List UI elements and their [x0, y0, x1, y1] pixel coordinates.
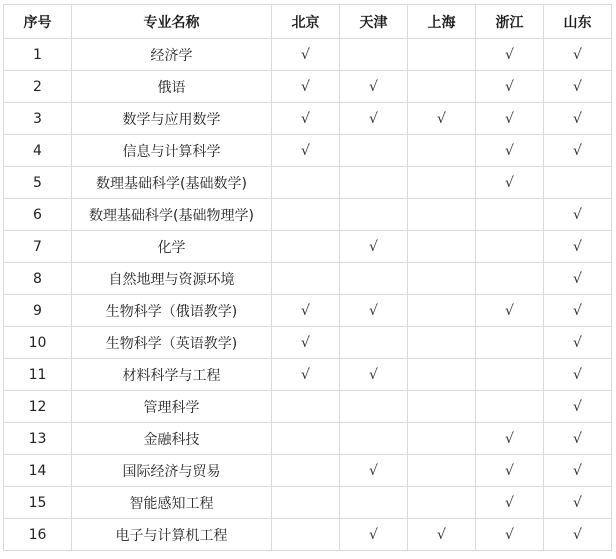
row-index: 7 [4, 231, 72, 263]
header-province-tianjin: 天津 [340, 5, 408, 39]
row-index: 1 [4, 39, 72, 71]
table-row [4, 327, 612, 359]
check-mark-cell: √ [544, 199, 612, 231]
check-mark-cell: √ [544, 263, 612, 295]
check-mark-cell: √ [476, 71, 544, 103]
check-mark-cell: √ [272, 103, 340, 135]
check-mark-cell: √ [476, 167, 544, 199]
empty-cell [476, 327, 544, 359]
major-name: 俄语 [72, 71, 272, 103]
empty-cell [340, 135, 408, 167]
check-mark-cell: √ [476, 487, 544, 519]
check-mark-cell: √ [408, 103, 476, 135]
empty-cell [340, 263, 408, 295]
row-index: 16 [4, 519, 72, 551]
major-name: 数理基础科学(基础物理学) [72, 199, 272, 231]
row-index: 4 [4, 135, 72, 167]
check-mark-cell: √ [544, 487, 612, 519]
row-index: 9 [4, 295, 72, 327]
empty-cell [408, 327, 476, 359]
table-body [4, 39, 612, 551]
header-province-shanghai: 上海 [408, 5, 476, 39]
major-name: 信息与计算科学 [72, 135, 272, 167]
empty-cell [272, 263, 340, 295]
empty-cell [476, 263, 544, 295]
major-name: 化学 [72, 231, 272, 263]
header-index: 序号 [4, 5, 72, 39]
empty-cell [340, 423, 408, 455]
empty-cell [408, 231, 476, 263]
table-row [4, 71, 612, 103]
table-row [4, 199, 612, 231]
empty-cell [408, 167, 476, 199]
major-name: 材料科学与工程 [72, 359, 272, 391]
check-mark-cell: √ [340, 295, 408, 327]
empty-cell [408, 391, 476, 423]
check-mark-cell: √ [272, 359, 340, 391]
check-mark-cell: √ [408, 519, 476, 551]
empty-cell [408, 487, 476, 519]
empty-cell [476, 391, 544, 423]
empty-cell [408, 263, 476, 295]
table-row [4, 231, 612, 263]
check-mark-cell: √ [544, 455, 612, 487]
check-mark-cell: √ [340, 103, 408, 135]
empty-cell [272, 231, 340, 263]
check-mark-cell: √ [476, 135, 544, 167]
row-index: 2 [4, 71, 72, 103]
check-mark-cell: √ [340, 231, 408, 263]
check-mark-cell: √ [340, 359, 408, 391]
empty-cell [340, 167, 408, 199]
check-mark-cell: √ [476, 455, 544, 487]
empty-cell [408, 39, 476, 71]
header-row [4, 5, 612, 39]
table-row [4, 263, 612, 295]
header-province-shandong: 山东 [544, 5, 612, 39]
empty-cell [272, 167, 340, 199]
check-mark-cell: √ [544, 359, 612, 391]
row-index: 11 [4, 359, 72, 391]
check-mark-cell: √ [476, 423, 544, 455]
major-name: 国际经济与贸易 [72, 455, 272, 487]
header-major-name: 专业名称 [72, 5, 272, 39]
major-name: 自然地理与资源环境 [72, 263, 272, 295]
check-mark-cell: √ [476, 519, 544, 551]
check-mark-cell: √ [272, 39, 340, 71]
empty-cell [476, 231, 544, 263]
row-index: 14 [4, 455, 72, 487]
empty-cell [408, 135, 476, 167]
header-province-beijing: 北京 [272, 5, 340, 39]
major-province-table [3, 4, 612, 551]
row-index: 8 [4, 263, 72, 295]
empty-cell [272, 487, 340, 519]
row-index: 13 [4, 423, 72, 455]
empty-cell [408, 455, 476, 487]
check-mark-cell: √ [340, 519, 408, 551]
check-mark-cell: √ [544, 135, 612, 167]
empty-cell [272, 391, 340, 423]
check-mark-cell: √ [544, 327, 612, 359]
empty-cell [340, 39, 408, 71]
major-table-container [3, 4, 612, 551]
empty-cell [272, 199, 340, 231]
row-index: 3 [4, 103, 72, 135]
check-mark-cell: √ [272, 71, 340, 103]
table-row [4, 39, 612, 71]
empty-cell [408, 295, 476, 327]
table-row [4, 487, 612, 519]
check-mark-cell: √ [340, 71, 408, 103]
major-name: 数学与应用数学 [72, 103, 272, 135]
empty-cell [340, 327, 408, 359]
check-mark-cell: √ [476, 295, 544, 327]
table-header [4, 5, 612, 39]
check-mark-cell: √ [544, 295, 612, 327]
row-index: 10 [4, 327, 72, 359]
table-row [4, 455, 612, 487]
check-mark-cell: √ [544, 519, 612, 551]
empty-cell [340, 199, 408, 231]
header-province-zhejiang: 浙江 [476, 5, 544, 39]
empty-cell [272, 455, 340, 487]
empty-cell [544, 167, 612, 199]
major-name: 电子与计算机工程 [72, 519, 272, 551]
empty-cell [408, 423, 476, 455]
row-index: 5 [4, 167, 72, 199]
empty-cell [272, 519, 340, 551]
check-mark-cell: √ [544, 231, 612, 263]
check-mark-cell: √ [544, 423, 612, 455]
empty-cell [340, 487, 408, 519]
check-mark-cell: √ [476, 103, 544, 135]
table-row [4, 359, 612, 391]
empty-cell [272, 423, 340, 455]
table-row [4, 391, 612, 423]
check-mark-cell: √ [272, 327, 340, 359]
major-name: 经济学 [72, 39, 272, 71]
empty-cell [340, 391, 408, 423]
empty-cell [476, 199, 544, 231]
table-row [4, 295, 612, 327]
row-index: 15 [4, 487, 72, 519]
table-row [4, 423, 612, 455]
empty-cell [408, 71, 476, 103]
row-index: 6 [4, 199, 72, 231]
major-name: 生物科学（俄语教学) [72, 295, 272, 327]
major-name: 生物科学（英语教学) [72, 327, 272, 359]
empty-cell [476, 359, 544, 391]
major-name: 数理基础科学(基础数学) [72, 167, 272, 199]
check-mark-cell: √ [476, 39, 544, 71]
check-mark-cell: √ [272, 295, 340, 327]
major-name: 管理科学 [72, 391, 272, 423]
table-row [4, 167, 612, 199]
major-name: 金融科技 [72, 423, 272, 455]
check-mark-cell: √ [544, 39, 612, 71]
check-mark-cell: √ [544, 391, 612, 423]
check-mark-cell: √ [272, 135, 340, 167]
table-row [4, 103, 612, 135]
table-row [4, 519, 612, 551]
table-row [4, 135, 612, 167]
check-mark-cell: √ [340, 455, 408, 487]
empty-cell [408, 359, 476, 391]
row-index: 12 [4, 391, 72, 423]
check-mark-cell: √ [544, 103, 612, 135]
major-name: 智能感知工程 [72, 487, 272, 519]
empty-cell [408, 199, 476, 231]
check-mark-cell: √ [544, 71, 612, 103]
